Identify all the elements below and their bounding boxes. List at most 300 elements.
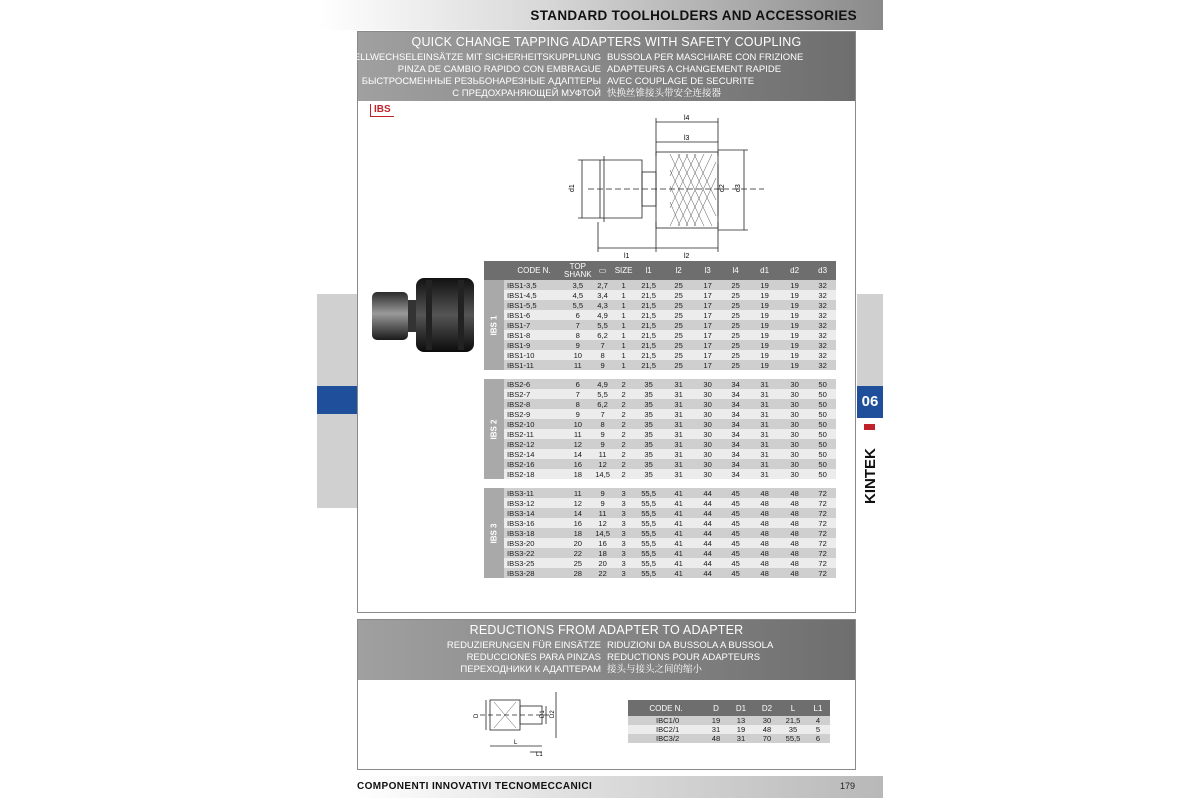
value-cell: 72	[818, 508, 827, 518]
value-cell: 4,9	[597, 310, 608, 320]
value-cell: 45	[731, 558, 740, 568]
value-cell: 1	[621, 290, 626, 300]
value-cell: 32	[818, 310, 827, 320]
value-cell: 34	[731, 429, 740, 439]
value-cell: 19	[790, 320, 799, 330]
dim-l2: l2	[684, 253, 690, 260]
value-cell: 32	[818, 300, 827, 310]
value-cell: 41	[674, 538, 683, 548]
column-header: L1	[806, 700, 830, 716]
value-cell: 1	[621, 280, 626, 290]
value-cell: 30	[703, 449, 712, 459]
column-header: l3	[694, 261, 722, 280]
value-cell: 44	[703, 488, 712, 498]
value-cell: 31	[674, 389, 683, 399]
code-cell: IBS2-16	[507, 459, 535, 469]
header-spacer	[484, 261, 504, 280]
value-cell: 72	[818, 488, 827, 498]
value-cell: 48	[760, 548, 769, 558]
value-cell: 72	[818, 568, 827, 578]
value-cell: 32	[818, 360, 827, 370]
value-cell: 17	[703, 350, 712, 360]
column-header: ▭	[592, 261, 614, 280]
value-cell: 3	[621, 568, 626, 578]
value-cell: 35	[644, 429, 653, 439]
value-cell: 34	[731, 379, 740, 389]
value-cell: 50	[818, 459, 827, 469]
value-cell: 9	[575, 340, 580, 350]
table-row	[484, 469, 836, 479]
value-cell: 31	[760, 469, 769, 479]
table-row	[484, 488, 836, 498]
value-cell: 2	[621, 389, 626, 399]
value-cell: 30	[790, 449, 799, 459]
value-cell: 9	[600, 498, 605, 508]
subtitle-de: SCHNELLWECHSELEINSÄTZE MIT SICHERHEITSKUPPLUNG	[326, 52, 601, 63]
value-cell: 11	[598, 449, 607, 459]
value-cell: 32	[818, 320, 827, 330]
value-cell: 55,5	[641, 548, 656, 558]
table-row	[484, 558, 836, 568]
panel2-subtitle-it: RIDUZIONI DA BUSSOLA A BUSSOLA	[607, 640, 774, 651]
value-cell: 1	[621, 360, 626, 370]
dim-L1: L1	[536, 752, 543, 758]
value-cell: 20	[573, 538, 583, 548]
value-cell: 11	[573, 360, 582, 370]
panel-title: QUICK CHANGE TAPPING ADAPTERS WITH SAFETY COUPLING	[411, 35, 802, 49]
value-cell: 48	[790, 548, 799, 558]
value-cell: 19	[760, 300, 769, 310]
code-cell: IBS1-8	[507, 330, 531, 340]
value-cell: 35	[644, 389, 653, 399]
code-cell: IBS3-14	[507, 508, 535, 518]
table-row	[484, 508, 836, 518]
value-cell: 31	[674, 409, 683, 419]
table-row	[484, 568, 836, 578]
value-cell: 55,5	[641, 558, 656, 568]
footer-band	[357, 776, 883, 798]
value-cell: 3	[621, 508, 626, 518]
value-cell: 5,5	[572, 300, 584, 310]
value-cell: 19	[760, 360, 769, 370]
value-cell: 45	[731, 528, 740, 538]
code-cell: IBS2-7	[507, 389, 531, 399]
value-cell: 30	[703, 429, 712, 439]
group-label: IBS 2	[484, 379, 504, 479]
value-cell: 50	[818, 379, 827, 389]
value-cell: 19	[736, 725, 746, 734]
value-cell: 45	[731, 488, 740, 498]
value-cell: 25	[674, 340, 683, 350]
column-header: D1	[728, 700, 754, 716]
value-cell: 25	[731, 330, 740, 340]
value-cell: 19	[790, 360, 799, 370]
value-cell: 48	[711, 734, 721, 743]
value-cell: 19	[760, 350, 769, 360]
value-cell: 21,5	[641, 330, 656, 340]
value-cell: 32	[818, 280, 827, 290]
table-row	[484, 528, 836, 538]
value-cell: 25	[731, 300, 740, 310]
value-cell: 55,5	[785, 734, 801, 743]
value-cell: 17	[703, 340, 712, 350]
value-cell: 31	[674, 439, 683, 449]
value-cell: 12	[598, 459, 607, 469]
code-cell: IBC3/2	[656, 734, 680, 743]
value-cell: 18	[598, 548, 607, 558]
value-cell: 25	[731, 290, 740, 300]
dim-l1: l1	[624, 253, 630, 260]
value-cell: 25	[674, 330, 683, 340]
value-cell: 1	[621, 340, 626, 350]
value-cell: 31	[711, 725, 721, 734]
value-cell: 19	[760, 330, 769, 340]
value-cell: 48	[790, 498, 799, 508]
value-cell: 10	[573, 419, 583, 429]
value-cell: 48	[760, 508, 769, 518]
panel2-subtitle-zh: 接头与接头之间的缩小	[607, 664, 703, 675]
value-cell: 41	[674, 518, 683, 528]
tapping-adapters-panel	[326, 31, 856, 613]
value-cell: 48	[790, 558, 799, 568]
value-cell: 35	[644, 469, 653, 479]
value-cell: 17	[703, 330, 712, 340]
column-header: SIZE	[614, 261, 634, 280]
group-label: IBS 3	[484, 488, 504, 578]
value-cell: 8	[600, 350, 605, 360]
value-cell: 50	[818, 439, 827, 449]
column-header: TOP SHANK	[564, 261, 592, 279]
value-cell: 35	[644, 409, 653, 419]
value-cell: 45	[731, 538, 740, 548]
value-cell: 48	[762, 725, 772, 734]
value-cell: 3	[621, 558, 626, 568]
value-cell: 6	[575, 310, 580, 320]
table-row	[484, 300, 836, 310]
value-cell: 41	[674, 488, 683, 498]
value-cell: 21,5	[641, 340, 656, 350]
value-cell: 11	[573, 488, 582, 498]
value-cell: 31	[760, 399, 769, 409]
value-cell: 34	[731, 449, 740, 459]
value-cell: 72	[818, 538, 827, 548]
value-cell: 30	[790, 439, 799, 449]
value-cell: 31	[674, 429, 683, 439]
value-cell: 6,2	[597, 399, 608, 409]
dim-D: D	[474, 713, 480, 718]
value-cell: 3,5	[572, 280, 584, 290]
table-row	[628, 716, 830, 725]
column-header: l4	[722, 261, 750, 280]
panel2-subtitle-fr: REDUCTIONS POUR ADAPTEURS	[607, 652, 761, 663]
page-number: 179	[839, 781, 855, 791]
value-cell: 44	[703, 518, 712, 528]
value-cell: 31	[674, 379, 683, 389]
value-cell: 30	[790, 399, 799, 409]
value-cell: 1	[621, 310, 626, 320]
value-cell: 72	[818, 528, 827, 538]
value-cell: 72	[818, 498, 827, 508]
value-cell: 55,5	[641, 568, 656, 578]
value-cell: 22	[573, 548, 583, 558]
column-header: L	[780, 700, 806, 716]
value-cell: 7	[600, 340, 605, 350]
value-cell: 21,5	[641, 350, 656, 360]
value-cell: 32	[818, 340, 827, 350]
table-row	[484, 459, 836, 469]
value-cell: 34	[731, 389, 740, 399]
value-cell: 30	[703, 399, 712, 409]
subtitle-ru-2: С ПРЕДОХРАНЯЮЩЕЙ МУФТОЙ	[452, 88, 601, 99]
value-cell: 34	[731, 419, 740, 429]
value-cell: 17	[703, 280, 712, 290]
value-cell: 25	[674, 320, 683, 330]
code-cell: IBS1-4,5	[507, 290, 537, 300]
value-cell: 45	[731, 518, 740, 528]
subtitle-it: BUSSOLA PER MASCHIARE CON FRIZIONE	[607, 52, 804, 63]
value-cell: 9	[600, 360, 605, 370]
value-cell: 30	[790, 469, 799, 479]
value-cell: 25	[731, 340, 740, 350]
dim-L: L	[514, 740, 518, 746]
value-cell: 48	[790, 488, 799, 498]
value-cell: 19	[711, 716, 721, 725]
code-cell: IBS1-5,5	[507, 300, 537, 310]
value-cell: 30	[703, 469, 712, 479]
value-cell: 6,2	[597, 330, 608, 340]
page-title: STANDARD TOOLHOLDERS AND ACCESSORIES	[530, 8, 857, 23]
value-cell: 30	[790, 379, 799, 389]
table-row	[484, 399, 836, 409]
value-cell: 19	[790, 300, 799, 310]
code-cell: IBS2-6	[507, 379, 531, 389]
column-header: CODE N.	[628, 700, 704, 716]
value-cell: 16	[573, 459, 583, 469]
table-row	[484, 518, 836, 528]
value-cell: 3	[621, 538, 626, 548]
table-row	[484, 389, 836, 399]
value-cell: 31	[674, 469, 683, 479]
value-cell: 25	[731, 360, 740, 370]
table-row	[484, 330, 836, 340]
dim-D1: D1	[540, 710, 546, 718]
value-cell: 31	[760, 389, 769, 399]
value-cell: 25	[731, 320, 740, 330]
value-cell: 30	[762, 716, 772, 725]
value-cell: 48	[790, 568, 799, 578]
value-cell: 25	[731, 350, 740, 360]
value-cell: 19	[790, 310, 799, 320]
value-cell: 70	[762, 734, 772, 743]
dim-l4: l4	[684, 115, 690, 122]
value-cell: 25	[674, 300, 683, 310]
value-cell: 50	[818, 449, 827, 459]
value-cell: 19	[760, 340, 769, 350]
value-cell: 30	[790, 419, 799, 429]
code-cell: IBS3-11	[507, 488, 534, 498]
table-header-row	[484, 261, 836, 280]
table-row	[484, 350, 836, 360]
value-cell: 17	[703, 310, 712, 320]
value-cell: 3	[621, 518, 626, 528]
value-cell: 48	[760, 488, 769, 498]
value-cell: 55,5	[641, 538, 656, 548]
value-cell: 3	[621, 488, 626, 498]
table-row	[484, 548, 836, 558]
group-label: IBS 1	[484, 280, 504, 370]
brand-logo-text: KINTEK	[862, 448, 879, 504]
dim-d3: d3	[735, 184, 742, 192]
side-tab-left-active	[317, 386, 357, 414]
value-cell: 30	[703, 409, 712, 419]
code-cell: IBS1-9	[507, 340, 531, 350]
value-cell: 19	[790, 340, 799, 350]
value-cell: 14,5	[595, 469, 610, 479]
reductions-panel	[357, 619, 856, 770]
value-cell: 31	[760, 409, 769, 419]
value-cell: 30	[703, 389, 712, 399]
table-row	[484, 419, 836, 429]
column-header: D	[704, 700, 728, 716]
value-cell: 2	[621, 449, 626, 459]
value-cell: 48	[760, 498, 769, 508]
code-cell: IBS3-18	[507, 528, 535, 538]
code-cell: IBS3-22	[507, 548, 535, 558]
group-gap	[484, 370, 836, 379]
value-cell: 18	[573, 528, 583, 538]
value-cell: 31	[760, 449, 769, 459]
value-cell: 44	[703, 508, 712, 518]
value-cell: 41	[674, 568, 683, 578]
value-cell: 31	[674, 459, 683, 469]
value-cell: 2	[621, 469, 626, 479]
value-cell: 48	[760, 558, 769, 568]
reduction-drawing	[476, 686, 576, 758]
value-cell: 5	[815, 725, 821, 734]
value-cell: 30	[703, 419, 712, 429]
value-cell: 25	[731, 310, 740, 320]
value-cell: 31	[674, 419, 683, 429]
value-cell: 55,5	[641, 508, 656, 518]
code-cell: IBC1/0	[656, 716, 680, 725]
table-row	[484, 360, 836, 370]
table-row	[484, 439, 836, 449]
value-cell: 17	[703, 360, 712, 370]
value-cell: 12	[598, 518, 607, 528]
value-cell: 22	[598, 568, 607, 578]
value-cell: 41	[674, 498, 683, 508]
value-cell: 30	[790, 389, 799, 399]
panel2-header	[358, 620, 855, 680]
dim-l3: l3	[684, 135, 690, 142]
value-cell: 31	[736, 734, 746, 743]
value-cell: 34	[731, 469, 740, 479]
value-cell: 30	[703, 379, 712, 389]
value-cell: 45	[731, 548, 740, 558]
value-cell: 2	[621, 379, 626, 389]
value-cell: 35	[644, 439, 653, 449]
value-cell: 25	[674, 290, 683, 300]
value-cell: 19	[760, 310, 769, 320]
value-cell: 41	[674, 508, 683, 518]
code-cell: IBS1-3,5	[507, 280, 537, 290]
value-cell: 11	[598, 508, 607, 518]
dim-d2: d2	[719, 184, 726, 192]
value-cell: 5,5	[597, 320, 608, 330]
code-cell: IBS2-9	[507, 409, 531, 419]
value-cell: 12	[573, 439, 583, 449]
value-cell: 2	[621, 409, 626, 419]
value-cell: 21,5	[785, 716, 801, 725]
value-cell: 55,5	[641, 488, 656, 498]
side-tab-right	[857, 294, 883, 386]
value-cell: 25	[731, 280, 740, 290]
value-cell: 55,5	[641, 528, 656, 538]
value-cell: 48	[790, 538, 799, 548]
subtitle-zh: 快换丝锥接头带安全连接器	[607, 88, 722, 99]
table-row	[484, 449, 836, 459]
value-cell: 20	[598, 558, 607, 568]
value-cell: 14,5	[595, 528, 610, 538]
value-cell: 31	[760, 459, 769, 469]
column-header: l2	[664, 261, 694, 280]
value-cell: 19	[790, 330, 799, 340]
value-cell: 35	[788, 725, 798, 734]
value-cell: 1	[621, 300, 626, 310]
value-cell: 72	[818, 548, 827, 558]
table-row	[484, 429, 836, 439]
value-cell: 25	[674, 310, 683, 320]
value-cell: 2	[621, 429, 626, 439]
footer-company: COMPONENTI INNOVATIVI TECNOMECCANICI	[357, 781, 593, 792]
value-cell: 19	[760, 290, 769, 300]
value-cell: 1	[621, 330, 626, 340]
code-cell: IBS1-7	[507, 320, 531, 330]
value-cell: 50	[818, 389, 827, 399]
value-cell: 30	[703, 459, 712, 469]
value-cell: 44	[703, 528, 712, 538]
table-row	[484, 310, 836, 320]
value-cell: 50	[818, 469, 827, 479]
value-cell: 34	[731, 409, 740, 419]
section-number-tab: 06	[857, 386, 883, 418]
value-cell: 10	[573, 350, 583, 360]
reduction-spec-table	[628, 700, 830, 743]
value-cell: 19	[790, 350, 799, 360]
value-cell: 48	[790, 508, 799, 518]
code-cell: IBS2-14	[507, 449, 535, 459]
code-cell: IBS1-6	[507, 310, 531, 320]
code-cell: IBS2-18	[507, 469, 535, 479]
value-cell: 45	[731, 508, 740, 518]
dim-d1: d1	[569, 184, 576, 192]
code-cell: IBS2-8	[507, 399, 531, 409]
value-cell: 55,5	[641, 498, 656, 508]
value-cell: 31	[760, 379, 769, 389]
value-cell: 72	[818, 558, 827, 568]
series-badge: IBS	[370, 104, 394, 117]
code-cell: IBS3-28	[507, 568, 535, 578]
value-cell: 21,5	[641, 290, 656, 300]
table-row	[484, 340, 836, 350]
table-row	[484, 320, 836, 330]
value-cell: 30	[790, 409, 799, 419]
value-cell: 32	[818, 290, 827, 300]
group-gap	[484, 479, 836, 488]
value-cell: 3,4	[597, 290, 608, 300]
value-cell: 32	[818, 350, 827, 360]
code-cell: IBS2-12	[507, 439, 535, 449]
